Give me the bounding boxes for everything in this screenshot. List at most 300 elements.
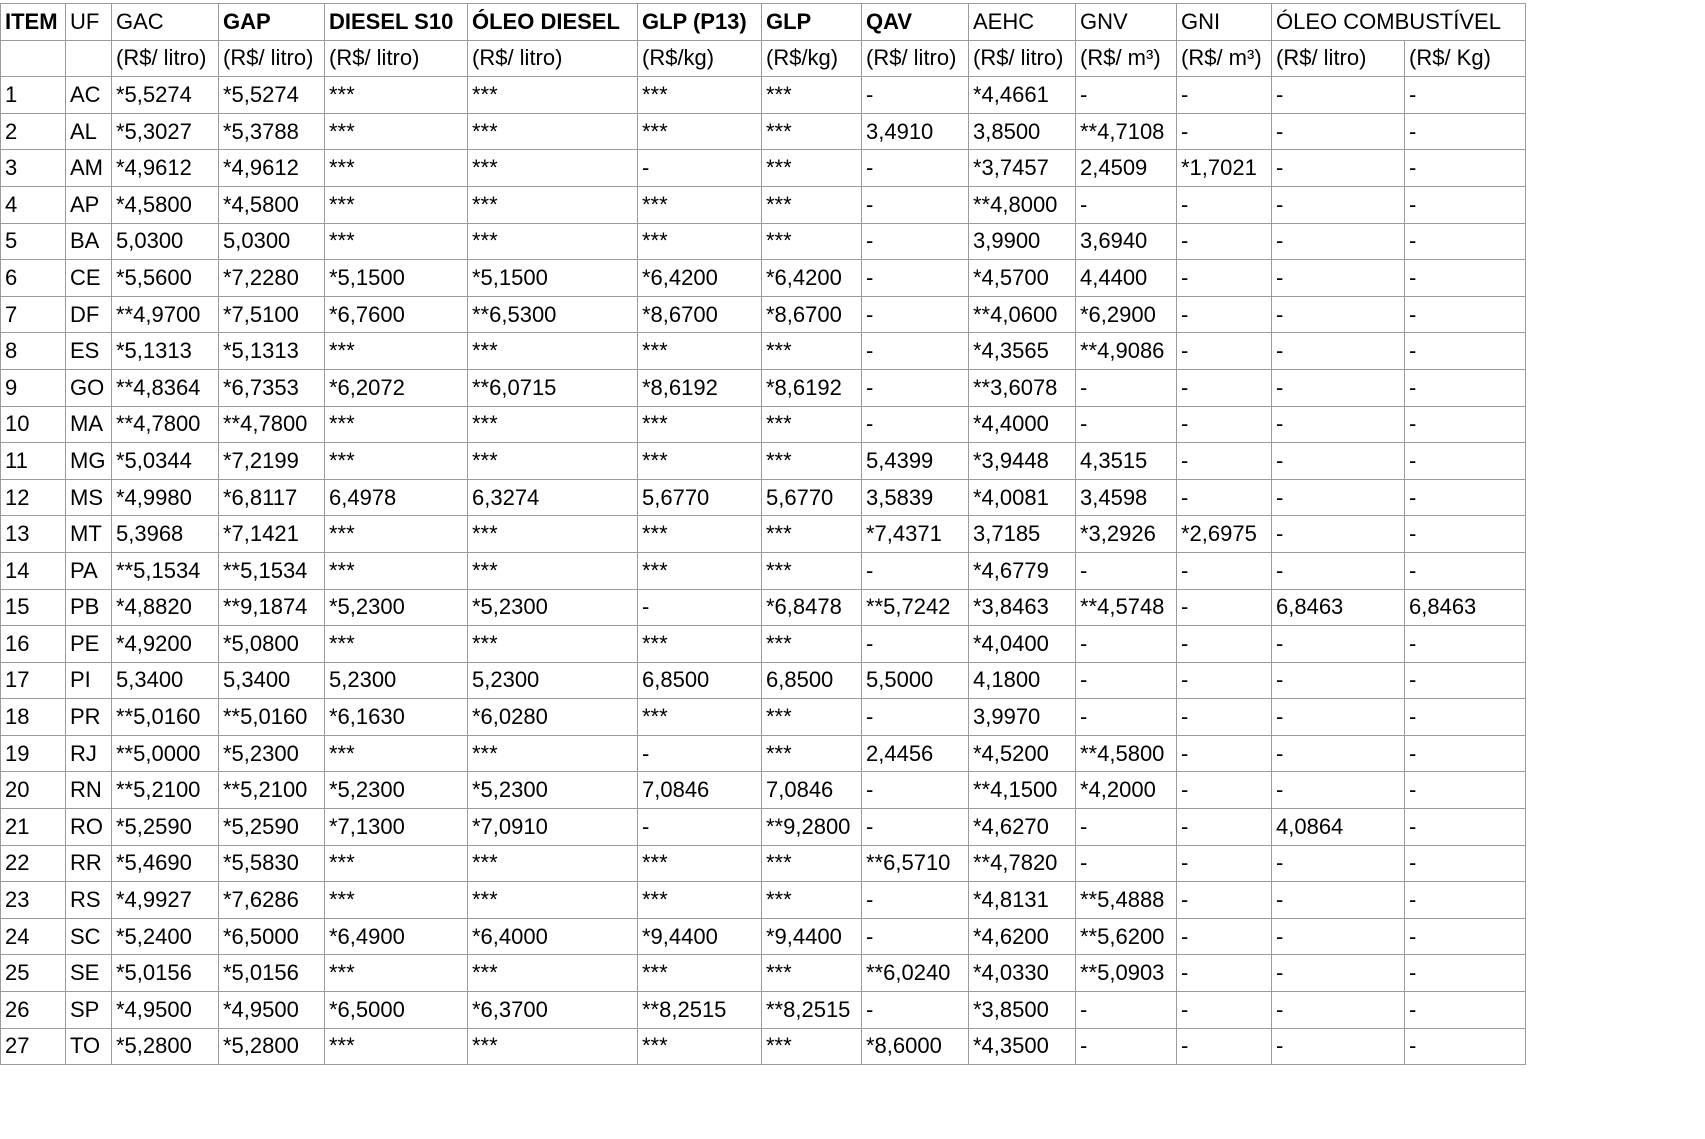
cell-item: 23 [1, 882, 66, 919]
cell-gac: **4,7800 [112, 406, 219, 443]
cell-qav: - [862, 296, 969, 333]
cell-oleo-diesel: **6,0715 [468, 369, 638, 406]
cell-oleo-diesel: *** [468, 735, 638, 772]
cell-item: 20 [1, 772, 66, 809]
cell-oleo-diesel: *5,2300 [468, 589, 638, 626]
table-row [1, 113, 1526, 150]
cell-oleo-combustivel-kg: - [1405, 150, 1526, 187]
cell-glp: *6,8478 [762, 589, 862, 626]
cell-diesel-s10: *** [325, 333, 468, 370]
cell-glp: *** [762, 443, 862, 480]
cell-gap: **5,1534 [219, 552, 325, 589]
table-row [1, 77, 1526, 114]
header-glp-p13: GLP (P13) [638, 4, 762, 41]
cell-oleo-combustivel-litro: - [1272, 77, 1405, 114]
cell-glp-p13: *** [638, 552, 762, 589]
cell-uf: SC [66, 918, 112, 955]
cell-gni: - [1177, 333, 1272, 370]
cell-gnv: 4,3515 [1076, 443, 1177, 480]
cell-glp-p13: *** [638, 113, 762, 150]
cell-aehc: **4,1500 [969, 772, 1076, 809]
cell-glp: 6,8500 [762, 662, 862, 699]
cell-gni: - [1177, 589, 1272, 626]
cell-qav: - [862, 150, 969, 187]
cell-oleo-combustivel-litro: - [1272, 662, 1405, 699]
cell-gac: **5,0000 [112, 735, 219, 772]
cell-gni: - [1177, 186, 1272, 223]
cell-gac: **5,0160 [112, 699, 219, 736]
header-diesel-s10: DIESEL S10 [325, 4, 468, 41]
cell-oleo-combustivel-litro: - [1272, 992, 1405, 1029]
cell-gnv: - [1076, 626, 1177, 663]
cell-item: 9 [1, 369, 66, 406]
cell-oleo-combustivel-kg: - [1405, 735, 1526, 772]
cell-gnv: - [1076, 992, 1177, 1029]
cell-glp: 5,6770 [762, 479, 862, 516]
cell-gac: **4,8364 [112, 369, 219, 406]
cell-uf: AL [66, 113, 112, 150]
cell-gap: *5,2300 [219, 735, 325, 772]
cell-gap: 5,0300 [219, 223, 325, 260]
cell-aehc: *4,5700 [969, 260, 1076, 297]
cell-aehc: *4,8131 [969, 882, 1076, 919]
cell-diesel-s10: *** [325, 186, 468, 223]
cell-glp-p13: *9,4400 [638, 918, 762, 955]
cell-glp-p13: - [638, 735, 762, 772]
cell-gni: - [1177, 845, 1272, 882]
cell-glp-p13: *6,4200 [638, 260, 762, 297]
table-row [1, 809, 1526, 846]
cell-oleo-combustivel-litro: - [1272, 516, 1405, 553]
cell-gnv: - [1076, 406, 1177, 443]
cell-item: 18 [1, 699, 66, 736]
table-row [1, 333, 1526, 370]
cell-oleo-combustivel-kg: - [1405, 260, 1526, 297]
cell-gnv: *3,2926 [1076, 516, 1177, 553]
cell-oleo-combustivel-kg: - [1405, 516, 1526, 553]
header-gnv: GNV [1076, 4, 1177, 41]
cell-glp: *9,4400 [762, 918, 862, 955]
cell-aehc: *4,4000 [969, 406, 1076, 443]
cell-gnv: 3,6940 [1076, 223, 1177, 260]
cell-qav: - [862, 626, 969, 663]
cell-aehc: 3,7185 [969, 516, 1076, 553]
cell-gac: *5,0344 [112, 443, 219, 480]
cell-gap: *4,9612 [219, 150, 325, 187]
unit-cell: (R$/ litro) [468, 40, 638, 77]
cell-aehc: **3,6078 [969, 369, 1076, 406]
cell-diesel-s10: *7,1300 [325, 809, 468, 846]
cell-oleo-combustivel-litro: - [1272, 626, 1405, 663]
cell-oleo-diesel: *** [468, 113, 638, 150]
cell-aehc: *4,6779 [969, 552, 1076, 589]
cell-glp-p13: - [638, 589, 762, 626]
cell-item: 2 [1, 113, 66, 150]
cell-uf: ES [66, 333, 112, 370]
unit-cell: (R$/ m³) [1177, 40, 1272, 77]
cell-gac: *4,9612 [112, 150, 219, 187]
cell-gni: - [1177, 992, 1272, 1029]
cell-glp-p13: 6,8500 [638, 662, 762, 699]
cell-oleo-combustivel-kg: - [1405, 369, 1526, 406]
cell-oleo-combustivel-litro: - [1272, 260, 1405, 297]
cell-diesel-s10: *5,1500 [325, 260, 468, 297]
cell-item: 16 [1, 626, 66, 663]
cell-item: 7 [1, 296, 66, 333]
unit-cell: (R$/ m³) [1076, 40, 1177, 77]
cell-gnv: - [1076, 1028, 1177, 1065]
cell-diesel-s10: 6,4978 [325, 479, 468, 516]
cell-gac: *5,5274 [112, 77, 219, 114]
cell-oleo-combustivel-kg: - [1405, 479, 1526, 516]
cell-gac: *4,5800 [112, 186, 219, 223]
header-oleo-diesel: ÓLEO DIESEL [468, 4, 638, 41]
cell-glp: *** [762, 626, 862, 663]
cell-gac: *5,0156 [112, 955, 219, 992]
cell-gac: *5,2400 [112, 918, 219, 955]
cell-diesel-s10: *6,2072 [325, 369, 468, 406]
cell-oleo-diesel: *** [468, 845, 638, 882]
cell-aehc: *3,9448 [969, 443, 1076, 480]
cell-oleo-combustivel-litro: - [1272, 699, 1405, 736]
cell-item: 1 [1, 77, 66, 114]
header-row [1, 4, 1526, 41]
unit-cell: (R$/ litro) [219, 40, 325, 77]
unit-cell: (R$/ litro) [112, 40, 219, 77]
cell-item: 22 [1, 845, 66, 882]
cell-qav: - [862, 809, 969, 846]
cell-glp-p13: *** [638, 516, 762, 553]
cell-glp: *** [762, 406, 862, 443]
cell-oleo-combustivel-litro: 6,8463 [1272, 589, 1405, 626]
cell-aehc: 3,8500 [969, 113, 1076, 150]
cell-gni: - [1177, 552, 1272, 589]
cell-item: 15 [1, 589, 66, 626]
cell-uf: CE [66, 260, 112, 297]
cell-oleo-combustivel-kg: - [1405, 845, 1526, 882]
cell-gac: *5,2800 [112, 1028, 219, 1065]
cell-qav: **5,7242 [862, 589, 969, 626]
table-body [1, 77, 1526, 1065]
cell-oleo-diesel: *6,3700 [468, 992, 638, 1029]
cell-glp-p13: 5,6770 [638, 479, 762, 516]
cell-item: 19 [1, 735, 66, 772]
cell-qav: 5,4399 [862, 443, 969, 480]
cell-glp: *** [762, 113, 862, 150]
table-row [1, 443, 1526, 480]
cell-oleo-combustivel-kg: - [1405, 882, 1526, 919]
cell-glp: *** [762, 223, 862, 260]
cell-glp-p13: **8,2515 [638, 992, 762, 1029]
cell-aehc: *3,8463 [969, 589, 1076, 626]
cell-gap: *5,2590 [219, 809, 325, 846]
cell-gac: **5,2100 [112, 772, 219, 809]
cell-gap: *7,2280 [219, 260, 325, 297]
cell-item: 11 [1, 443, 66, 480]
cell-gnv: - [1076, 809, 1177, 846]
cell-glp: *** [762, 1028, 862, 1065]
table-row [1, 369, 1526, 406]
cell-gnv: 4,4400 [1076, 260, 1177, 297]
fuel-price-document [0, 3, 1526, 1065]
header-uf: UF [66, 4, 112, 41]
cell-gap: *7,6286 [219, 882, 325, 919]
cell-uf: RJ [66, 735, 112, 772]
cell-gnv: - [1076, 369, 1177, 406]
cell-gnv: **5,4888 [1076, 882, 1177, 919]
cell-aehc: *4,0330 [969, 955, 1076, 992]
cell-item: 13 [1, 516, 66, 553]
cell-aehc: **4,8000 [969, 186, 1076, 223]
cell-gap: *5,0800 [219, 626, 325, 663]
cell-diesel-s10: *** [325, 77, 468, 114]
cell-oleo-combustivel-kg: - [1405, 955, 1526, 992]
cell-oleo-diesel: *** [468, 1028, 638, 1065]
header-glp: GLP [762, 4, 862, 41]
cell-glp-p13: *** [638, 955, 762, 992]
header-gac: GAC [112, 4, 219, 41]
cell-uf: AP [66, 186, 112, 223]
cell-gni: - [1177, 113, 1272, 150]
cell-oleo-diesel: *5,2300 [468, 772, 638, 809]
cell-oleo-combustivel-kg: - [1405, 406, 1526, 443]
cell-oleo-combustivel-litro: - [1272, 955, 1405, 992]
cell-oleo-combustivel-kg: - [1405, 443, 1526, 480]
unit-cell: (R$/ Kg) [1405, 40, 1526, 77]
cell-glp: *** [762, 735, 862, 772]
cell-oleo-combustivel-kg: - [1405, 333, 1526, 370]
cell-oleo-combustivel-litro: - [1272, 406, 1405, 443]
cell-item: 3 [1, 150, 66, 187]
unit-cell: (R$/ litro) [969, 40, 1076, 77]
cell-gni: - [1177, 882, 1272, 919]
fuel-price-table [0, 3, 1526, 1065]
cell-aehc: *4,5200 [969, 735, 1076, 772]
cell-oleo-combustivel-kg: 6,8463 [1405, 589, 1526, 626]
cell-gap: *5,1313 [219, 333, 325, 370]
cell-qav: *8,6000 [862, 1028, 969, 1065]
cell-qav: 3,5839 [862, 479, 969, 516]
table-row [1, 223, 1526, 260]
cell-diesel-s10: *** [325, 735, 468, 772]
cell-oleo-diesel: *** [468, 626, 638, 663]
cell-glp-p13: *** [638, 77, 762, 114]
cell-oleo-combustivel-litro: - [1272, 552, 1405, 589]
cell-uf: PR [66, 699, 112, 736]
cell-oleo-combustivel-litro: - [1272, 296, 1405, 333]
units-row [1, 40, 1526, 77]
cell-item: 5 [1, 223, 66, 260]
cell-gnv: *4,2000 [1076, 772, 1177, 809]
cell-glp: *** [762, 333, 862, 370]
cell-glp: *** [762, 186, 862, 223]
cell-diesel-s10: *6,7600 [325, 296, 468, 333]
cell-glp-p13: *** [638, 626, 762, 663]
cell-oleo-combustivel-kg: - [1405, 918, 1526, 955]
table-row [1, 296, 1526, 333]
cell-gnv: **4,5800 [1076, 735, 1177, 772]
cell-oleo-combustivel-litro: - [1272, 113, 1405, 150]
cell-uf: TO [66, 1028, 112, 1065]
cell-oleo-diesel: *** [468, 955, 638, 992]
cell-gnv: - [1076, 552, 1177, 589]
cell-gnv: - [1076, 77, 1177, 114]
cell-item: 8 [1, 333, 66, 370]
cell-glp: *8,6700 [762, 296, 862, 333]
table-row [1, 735, 1526, 772]
cell-qav: 3,4910 [862, 113, 969, 150]
cell-oleo-combustivel-litro: - [1272, 845, 1405, 882]
cell-glp: *** [762, 516, 862, 553]
cell-uf: MA [66, 406, 112, 443]
cell-aehc: *4,6270 [969, 809, 1076, 846]
table-row [1, 699, 1526, 736]
cell-glp: *** [762, 882, 862, 919]
cell-qav: - [862, 992, 969, 1029]
table-row [1, 992, 1526, 1029]
cell-gap: *4,5800 [219, 186, 325, 223]
cell-glp-p13: *** [638, 333, 762, 370]
cell-gni: - [1177, 406, 1272, 443]
cell-uf: DF [66, 296, 112, 333]
cell-glp: **8,2515 [762, 992, 862, 1029]
cell-glp: *6,4200 [762, 260, 862, 297]
cell-gnv: - [1076, 699, 1177, 736]
cell-item: 21 [1, 809, 66, 846]
cell-gni: - [1177, 260, 1272, 297]
cell-oleo-combustivel-litro: - [1272, 479, 1405, 516]
cell-uf: BA [66, 223, 112, 260]
unit-cell: (R$/ litro) [1272, 40, 1405, 77]
cell-aehc: *4,4661 [969, 77, 1076, 114]
cell-gnv: - [1076, 186, 1177, 223]
cell-oleo-combustivel-litro: - [1272, 333, 1405, 370]
cell-oleo-diesel: **6,5300 [468, 296, 638, 333]
cell-uf: MG [66, 443, 112, 480]
cell-oleo-combustivel-kg: - [1405, 113, 1526, 150]
cell-glp-p13: *** [638, 1028, 762, 1065]
cell-uf: AM [66, 150, 112, 187]
cell-gnv: **4,7108 [1076, 113, 1177, 150]
cell-uf: RN [66, 772, 112, 809]
cell-oleo-diesel: *6,0280 [468, 699, 638, 736]
cell-gac: **5,1534 [112, 552, 219, 589]
cell-oleo-combustivel-litro: - [1272, 1028, 1405, 1065]
cell-oleo-combustivel-litro: 4,0864 [1272, 809, 1405, 846]
cell-glp-p13: - [638, 809, 762, 846]
cell-oleo-diesel: *** [468, 223, 638, 260]
cell-glp: *** [762, 552, 862, 589]
cell-aehc: *4,6200 [969, 918, 1076, 955]
cell-aehc: **4,0600 [969, 296, 1076, 333]
cell-diesel-s10: 5,2300 [325, 662, 468, 699]
table-row [1, 260, 1526, 297]
cell-diesel-s10: *** [325, 113, 468, 150]
cell-gni: - [1177, 809, 1272, 846]
cell-oleo-diesel: 5,2300 [468, 662, 638, 699]
cell-item: 25 [1, 955, 66, 992]
cell-item: 26 [1, 992, 66, 1029]
cell-glp: *** [762, 955, 862, 992]
cell-uf: SP [66, 992, 112, 1029]
cell-gap: *5,0156 [219, 955, 325, 992]
cell-glp-p13: *** [638, 406, 762, 443]
cell-oleo-diesel: *** [468, 552, 638, 589]
table-row [1, 516, 1526, 553]
cell-oleo-combustivel-litro: - [1272, 772, 1405, 809]
table-row [1, 1028, 1526, 1065]
cell-qav: - [862, 369, 969, 406]
cell-oleo-combustivel-litro: - [1272, 882, 1405, 919]
table-row [1, 772, 1526, 809]
cell-glp: *** [762, 150, 862, 187]
cell-uf: MS [66, 479, 112, 516]
cell-item: 27 [1, 1028, 66, 1065]
cell-glp: **9,2800 [762, 809, 862, 846]
cell-aehc: 4,1800 [969, 662, 1076, 699]
table-row [1, 406, 1526, 443]
cell-oleo-combustivel-litro: - [1272, 369, 1405, 406]
cell-diesel-s10: *5,2300 [325, 589, 468, 626]
cell-oleo-combustivel-kg: - [1405, 223, 1526, 260]
unit-cell: (R$/ litro) [325, 40, 468, 77]
cell-qav: - [862, 260, 969, 297]
cell-oleo-diesel: *** [468, 333, 638, 370]
header-aehc: AEHC [969, 4, 1076, 41]
cell-gni: - [1177, 772, 1272, 809]
cell-uf: RR [66, 845, 112, 882]
cell-oleo-diesel: *6,4000 [468, 918, 638, 955]
cell-qav: - [862, 223, 969, 260]
header-oleo-combustivel: ÓLEO COMBUSTÍVEL [1272, 4, 1526, 41]
header-gni: GNI [1177, 4, 1272, 41]
cell-oleo-diesel: *** [468, 77, 638, 114]
table-row [1, 589, 1526, 626]
cell-diesel-s10: *** [325, 955, 468, 992]
cell-uf: PI [66, 662, 112, 699]
cell-qav: - [862, 333, 969, 370]
cell-gnv: **4,5748 [1076, 589, 1177, 626]
cell-gap: **5,0160 [219, 699, 325, 736]
cell-uf: AC [66, 77, 112, 114]
cell-qav: 2,4456 [862, 735, 969, 772]
cell-gap: *5,2800 [219, 1028, 325, 1065]
cell-gac: 5,3400 [112, 662, 219, 699]
cell-oleo-combustivel-litro: - [1272, 443, 1405, 480]
cell-diesel-s10: *6,5000 [325, 992, 468, 1029]
cell-oleo-combustivel-kg: - [1405, 1028, 1526, 1065]
cell-glp: *8,6192 [762, 369, 862, 406]
cell-gap: **5,2100 [219, 772, 325, 809]
cell-gac: *4,9200 [112, 626, 219, 663]
cell-oleo-combustivel-kg: - [1405, 77, 1526, 114]
cell-qav: - [862, 882, 969, 919]
cell-gac: *4,9927 [112, 882, 219, 919]
cell-gac: *5,1313 [112, 333, 219, 370]
cell-diesel-s10: *** [325, 882, 468, 919]
cell-gni: - [1177, 699, 1272, 736]
cell-gni: - [1177, 1028, 1272, 1065]
table-row [1, 626, 1526, 663]
cell-glp-p13: *8,6700 [638, 296, 762, 333]
cell-aehc: 3,9900 [969, 223, 1076, 260]
cell-gni: - [1177, 296, 1272, 333]
cell-oleo-combustivel-kg: - [1405, 699, 1526, 736]
cell-oleo-combustivel-litro: - [1272, 735, 1405, 772]
unit-cell [66, 40, 112, 77]
cell-gac: *5,4690 [112, 845, 219, 882]
cell-oleo-combustivel-litro: - [1272, 223, 1405, 260]
